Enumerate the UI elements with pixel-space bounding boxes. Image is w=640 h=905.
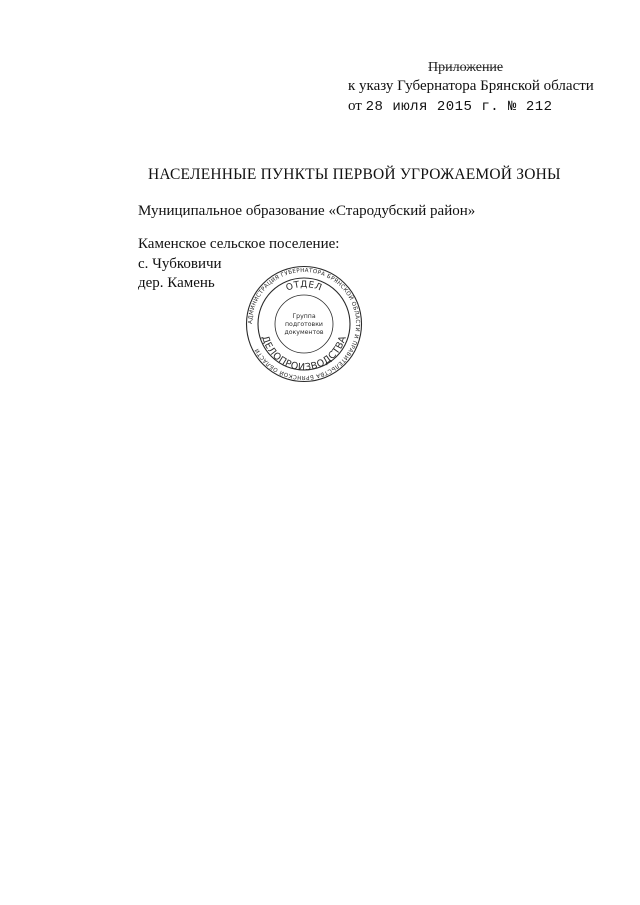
decree-reference: к указу Губернатора Брянской области — [348, 78, 594, 94]
settlement-item: дер. Камень — [138, 275, 215, 291]
stamp-ring-text: ДЕЛОПРОИЗВОДСТВА — [259, 334, 349, 374]
official-seal-stamp — [245, 265, 363, 383]
svg-text:подготовки: подготовки — [285, 321, 323, 328]
document-title: НАСЕЛЕННЫЕ ПУНКТЫ ПЕРВОЙ УГРОЖАЕМОЙ ЗОНЫ — [148, 166, 561, 183]
date-value: 28 июля 2015 г. № 212 — [365, 99, 553, 115]
svg-text:документов: документов — [284, 329, 324, 336]
date-prefix: от — [348, 98, 362, 114]
stamp-outer-text: АДМИНИСТРАЦИЯ ГУБЕРНАТОРА БРЯНСКОЙ ОБЛАСТИ И ПРАВИТЕЛЬСТВА БРЯНСКОЙ ОБЛАСТИ — [247, 267, 361, 381]
stamp-top-text: ОТДЕЛ — [284, 279, 324, 294]
svg-text:Группа: Группа — [292, 313, 316, 320]
appendix-label: Приложение — [428, 60, 504, 75]
stamp-center-text — [284, 313, 323, 336]
decree-date-line — [348, 98, 553, 115]
settlement-item: с. Чубковичи — [138, 256, 222, 272]
municipality-name: Муниципальное образование «Стародубский район» — [138, 203, 476, 219]
settlement-title: Каменское сельское поселение: — [138, 236, 340, 252]
